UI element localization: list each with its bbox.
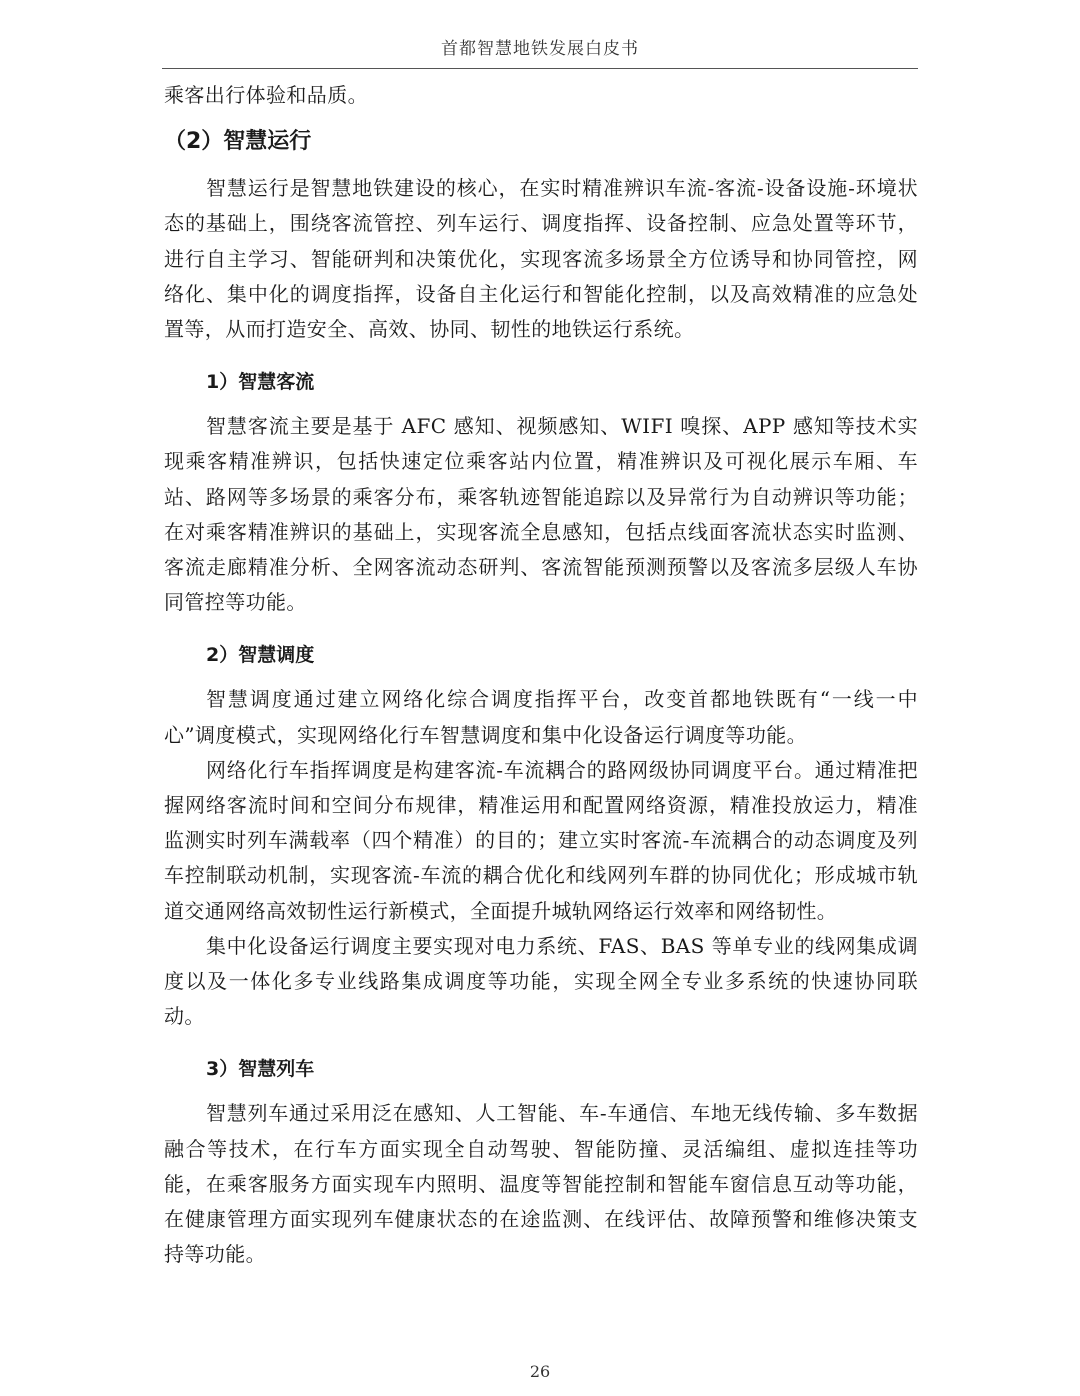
header-divider	[162, 68, 918, 69]
subsection-heading-smart-train: 3）智慧列车	[206, 1058, 315, 1081]
subsection-paragraph-passenger-flow: 智慧客流主要是基于 AFC 感知、视频感知、WIFI 嗅探、APP 感知等技术实现乘客精准辨识，包括快速定位乘客站内位置，精准辨识及可视化展示车厢、车站、路网等多场景的乘客分布，乘客轨迹智能追踪以及异常行为自动辨识等功能；在对乘客精准辨识的基础上，实现客流全息感知，包括点线面客流状态实时监测、客流走廊精准分析、全网客流动态研判、客流智能预测预警以及客流多层级人车协同管控等功能。	[164, 414, 918, 615]
section-heading-smart-operation: （2）智慧运行	[164, 129, 312, 155]
subsection-paragraph-dispatch-1: 智慧调度通过建立网络化综合调度指挥平台，改变首都地铁既有“一线一中心”调度模式，实现网络化行车智慧调度和集中化设备运行调度等功能。	[164, 687, 918, 747]
subsection-paragraph-dispatch-3: 集中化设备运行调度主要实现对电力系统、FAS、BAS 等单专业的线网集成调度以及一体化多专业线路集成调度等功能，实现全网全专业多系统的快速协同联动。	[164, 933, 918, 1029]
subsection-heading-smart-dispatch: 2）智慧调度	[206, 644, 315, 667]
page-number: 26	[529, 1362, 551, 1381]
subsection-heading-smart-passenger-flow: 1）智慧客流	[206, 371, 315, 394]
subsection-paragraph-dispatch-2: 网络化行车指挥调度是构建客流-车流耦合的路网级协同调度平台。通过精准把握网络客流时间和空间分布规律，精准运用和配置网络资源，精准投放运力，精准监测实时列车满载率（四个精准）的目的；建立实时客流-车流耦合的动态调度及列车控制联动机制，实现客流-车流的耦合优化和线网列车群的协同优化；形成城市轨道交通网络高效韧性运行新模式，全面提升城轨网络运行效率和网络韧性。	[164, 757, 918, 923]
running-header: 首都智慧地铁发展白皮书	[441, 39, 639, 59]
page-body	[164, 78, 918, 1272]
subsection-paragraph-train: 智慧列车通过采用泛在感知、人工智能、车-车通信、车地无线传输、多车数据融合等技术，在行车方面实现全自动驾驶、智能防撞、灵活编组、虚拟连挂等功能，在乘客服务方面实现车内照明、温度等智能控制和智能车窗信息互动等功能，在健康管理方面实现列车健康状态的在途监测、在线评估、故障预警和维修决策支持等功能。	[164, 1101, 918, 1267]
section-paragraph: 智慧运行是智慧地铁建设的核心，在实时精准辨识车流-客流-设备设施-环境状态的基础上，围绕客流管控、列车运行、调度指挥、设备控制、应急处置等环节，进行自主学习、智能研判和决策优化，实现客流多场景全方位诱导和协同管控，网络化、集中化的调度指挥，设备自主化运行和智能化控制，以及高效精准的应急处置等，从而打造安全、高效、协同、韧性的地铁运行系统。	[164, 176, 918, 342]
intro-tail-paragraph: 乘客出行体验和品质。	[164, 83, 368, 107]
